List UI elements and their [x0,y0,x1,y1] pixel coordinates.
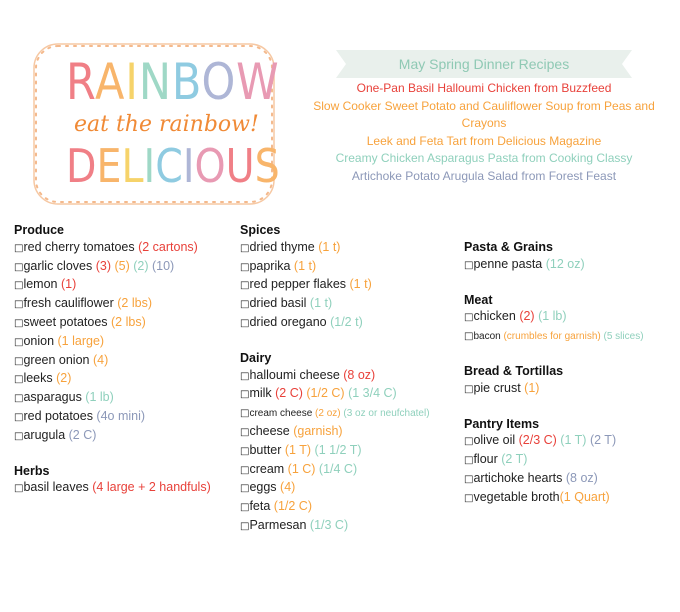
item-quantity: (3) [92,258,111,273]
list-item [14,352,239,371]
item-name: Parmesan [249,517,307,532]
checkbox-icon[interactable]: □ [240,502,250,514]
item-quantity: (1) [57,277,77,292]
item-name: olive oil [473,433,516,448]
list-item [464,327,679,346]
section-title: Meat [464,292,493,307]
checkbox-icon[interactable]: □ [464,259,474,271]
item-quantity: (2 C) [271,386,303,401]
item-quantity: (2/3 C) [515,433,557,448]
item-name: dried thyme [249,239,315,254]
item-name: feta [249,499,271,514]
checkbox-icon[interactable]: □ [240,261,250,273]
item-quantity: (1 t) [314,239,341,254]
item-quantity: (1 lb) [81,390,114,405]
list-item [14,333,239,352]
section-title: Herbs [14,463,50,478]
section-gap [14,446,239,463]
checkbox-icon[interactable]: □ [464,383,474,395]
checkbox-icon[interactable]: □ [14,242,24,254]
list-item [240,442,465,461]
checkbox-icon[interactable]: □ [464,331,474,343]
item-quantity: (2 lbs) [107,314,146,329]
list-item [240,314,465,333]
item-name: lemon [23,277,58,292]
item-name: onion [23,333,55,348]
checkbox-icon[interactable]: □ [14,317,24,329]
checkbox-icon[interactable]: □ [14,299,24,311]
list-item [240,517,465,536]
recipe-link[interactable]: Creamy Chicken Asparagus Pasta from Cooking Classy [335,151,633,165]
list-item [240,258,465,277]
item-name: vegetable broth [473,489,560,504]
checkbox-icon[interactable]: □ [464,473,474,485]
item-quantity: (5 slices) [600,331,644,343]
item-quantity: (8 oz) [562,470,598,485]
checkbox-icon[interactable]: □ [240,299,250,311]
item-name: fresh cauliflower [23,296,114,311]
item-quantity: (1 Quart) [559,489,610,504]
checkbox-icon[interactable]: □ [14,280,24,292]
list-item [464,489,679,508]
item-quantity: (1/3 C) [306,517,349,532]
logo-letter: S [254,139,280,193]
item-quantity: (1 t) [290,258,317,273]
list-item [14,370,239,389]
item-quantity: (4) [276,480,296,495]
logo-letter: W [236,53,280,111]
logo-letter: R [66,53,95,111]
item-quantity: (1 lb) [534,309,567,324]
item-quantity: (2 T) [497,452,528,467]
logo-letter: O [194,139,226,193]
section-title: Pasta & Grains [464,240,553,254]
banner-title: May Spring Dinner Recipes [398,56,570,72]
section-title: Dairy [240,350,272,365]
item-quantity: (2 T) [586,433,617,448]
checkbox-icon[interactable]: □ [14,393,24,405]
recipes-banner [336,50,632,78]
checkbox-icon[interactable]: □ [464,436,474,448]
item-name: dried basil [249,296,307,311]
list-item [240,367,465,386]
checkbox-icon[interactable]: □ [240,370,250,382]
item-quantity: (1 large) [54,333,105,348]
item-quantity: (4o mini) [92,408,146,423]
item-name: red potatoes [23,408,93,423]
checkbox-icon[interactable]: □ [240,317,250,329]
list-item [240,276,465,295]
item-quantity: (1 T) [556,433,587,448]
item-quantity: (1/2 t) [326,314,363,329]
list-item [464,432,679,451]
item-name: cheese [249,423,290,438]
list-item [14,427,239,446]
logo-tagline: eat the rainbow! [74,112,259,137]
list-item [464,308,679,327]
section-gap [240,333,465,350]
recipe-link[interactable]: Artichoke Potato Arugula Salad from Forest Feast [351,168,617,183]
shopping-column-3 [464,239,679,508]
item-quantity: (1 t) [306,296,333,311]
logo-letter: U [225,139,255,193]
checkbox-icon[interactable]: □ [464,312,474,324]
item-quantity: (12 oz) [542,256,585,271]
item-name: artichoke hearts [473,470,563,485]
item-quantity: (2 oz) [312,408,341,420]
logo-letter: N [138,53,172,111]
item-name: milk [249,386,272,401]
checkbox-icon[interactable]: □ [14,411,24,423]
checkbox-icon[interactable]: □ [240,426,250,438]
item-quantity: (1 C) [284,461,316,476]
logo-letter: D [66,139,97,193]
list-item [240,423,465,442]
logo-rainbow-text [66,54,280,110]
item-quantity: (garnish) [289,423,343,438]
recipe-list [300,80,668,185]
section-title: Spices [240,223,281,237]
item-quantity: (crumbles for garnish) [500,331,601,343]
item-name: red cherry tomatoes [23,239,135,254]
item-quantity: (2) [52,371,72,386]
item-name: pie crust [473,380,521,395]
item-name: red pepper flakes [249,277,347,292]
item-name: paprika [249,258,291,273]
list-item [464,380,679,399]
checkbox-icon[interactable]: □ [240,389,250,401]
logo-letter: I [143,139,156,193]
section-gap [464,346,679,363]
checkbox-icon[interactable]: □ [240,483,250,495]
item-name: asparagus [23,390,82,405]
checkbox-icon[interactable]: □ [240,464,250,476]
list-item [240,385,465,404]
list-item [240,404,465,423]
item-quantity: (4) [89,352,109,367]
item-name: halloumi cheese [249,367,340,382]
item-quantity: (2 cartons) [134,239,198,254]
section-title: Pantry Items [464,416,540,431]
checkbox-icon[interactable]: □ [14,261,24,273]
item-name: dried oregano [249,314,327,329]
logo-delicious-text [66,140,280,192]
item-name: leeks [23,371,53,386]
list-item [14,389,239,408]
checkbox-icon[interactable]: □ [240,242,250,254]
item-quantity: (1 1/2 T) [311,442,362,457]
item-quantity: (1/4 C) [315,461,358,476]
item-quantity: (2) [515,309,535,324]
list-item [464,470,679,489]
item-quantity: (1/2 C) [270,499,312,514]
item-quantity: (1 T) [281,442,312,457]
item-name: sweet potatoes [23,314,108,329]
logo-letter: A [94,53,126,111]
list-item [14,276,239,295]
item-name: bacon [473,331,501,343]
item-name: arugula [23,427,66,442]
item-name: cream [249,461,285,476]
item-name: penne pasta [473,256,543,271]
checkbox-icon[interactable]: □ [14,374,24,386]
logo-letter: E [96,139,122,193]
logo-letter: I [125,53,139,111]
section-title: Bread & Tortillas [464,363,564,378]
item-quantity: (3 oz or neufchatel) [340,408,430,420]
item-quantity: (5) [110,258,130,273]
rainbow-delicious-logo [30,40,278,208]
section-gap [464,275,679,292]
list-item [14,314,239,333]
recipe-link[interactable]: One-Pan Basil Halloumi Chicken from Buzzfeed [356,81,612,95]
recipe-link[interactable]: Leek and Feta Tart from Delicious Magazine [366,133,602,148]
list-item [240,461,465,480]
section-gap [464,399,679,416]
checkbox-icon[interactable]: □ [464,455,474,467]
list-item [464,256,679,275]
logo-letter: C [155,139,183,193]
list-item [14,408,239,427]
item-quantity: (1 3/4 C) [344,386,397,401]
shopping-column-2 [240,222,465,536]
list-item [464,451,679,470]
checkbox-icon[interactable]: □ [240,520,250,532]
list-item [14,295,239,314]
item-name: green onion [23,352,90,367]
checkbox-icon[interactable]: □ [14,483,24,495]
item-quantity: (1) [520,380,540,395]
item-name: flour [473,452,498,467]
checkbox-icon[interactable]: □ [464,492,474,504]
checkbox-icon[interactable]: □ [14,336,24,348]
checkbox-icon[interactable]: □ [240,408,250,420]
item-name: basil leaves [23,480,89,495]
checkbox-icon[interactable]: □ [14,355,24,367]
item-quantity: (2 C) [65,427,97,442]
item-quantity: (4 large + 2 handfuls) [88,480,211,495]
checkbox-icon[interactable]: □ [240,445,250,457]
logo-letter: B [171,53,202,111]
section-title: Produce [14,223,65,237]
list-item [240,295,465,314]
item-quantity: (2) [129,258,149,273]
list-item [14,479,239,498]
item-name: butter [249,442,282,457]
list-item [240,479,465,498]
checkbox-icon[interactable]: □ [240,280,250,292]
list-item [14,239,239,258]
logo-letter: L [121,139,144,193]
checkbox-icon[interactable]: □ [14,430,24,442]
item-name: cream cheese [249,408,313,420]
logo-letter: O [201,53,237,111]
item-quantity: (2 lbs) [113,296,152,311]
recipe-link[interactable]: Slow Cooker Sweet Potato and Cauliflower Soup from Peas and Crayons [313,98,655,130]
logo-letter: I [182,139,195,193]
list-item [240,498,465,517]
item-quantity: (8 oz) [339,367,376,382]
list-item [14,258,239,277]
item-quantity: (10) [148,258,175,273]
item-quantity: (1/2 C) [302,386,345,401]
item-name: chicken [473,309,516,324]
item-name: eggs [249,480,277,495]
shopping-column-1 [14,222,239,498]
item-name: garlic cloves [23,258,93,273]
list-item [240,239,465,258]
item-quantity: (1 t) [346,277,372,292]
